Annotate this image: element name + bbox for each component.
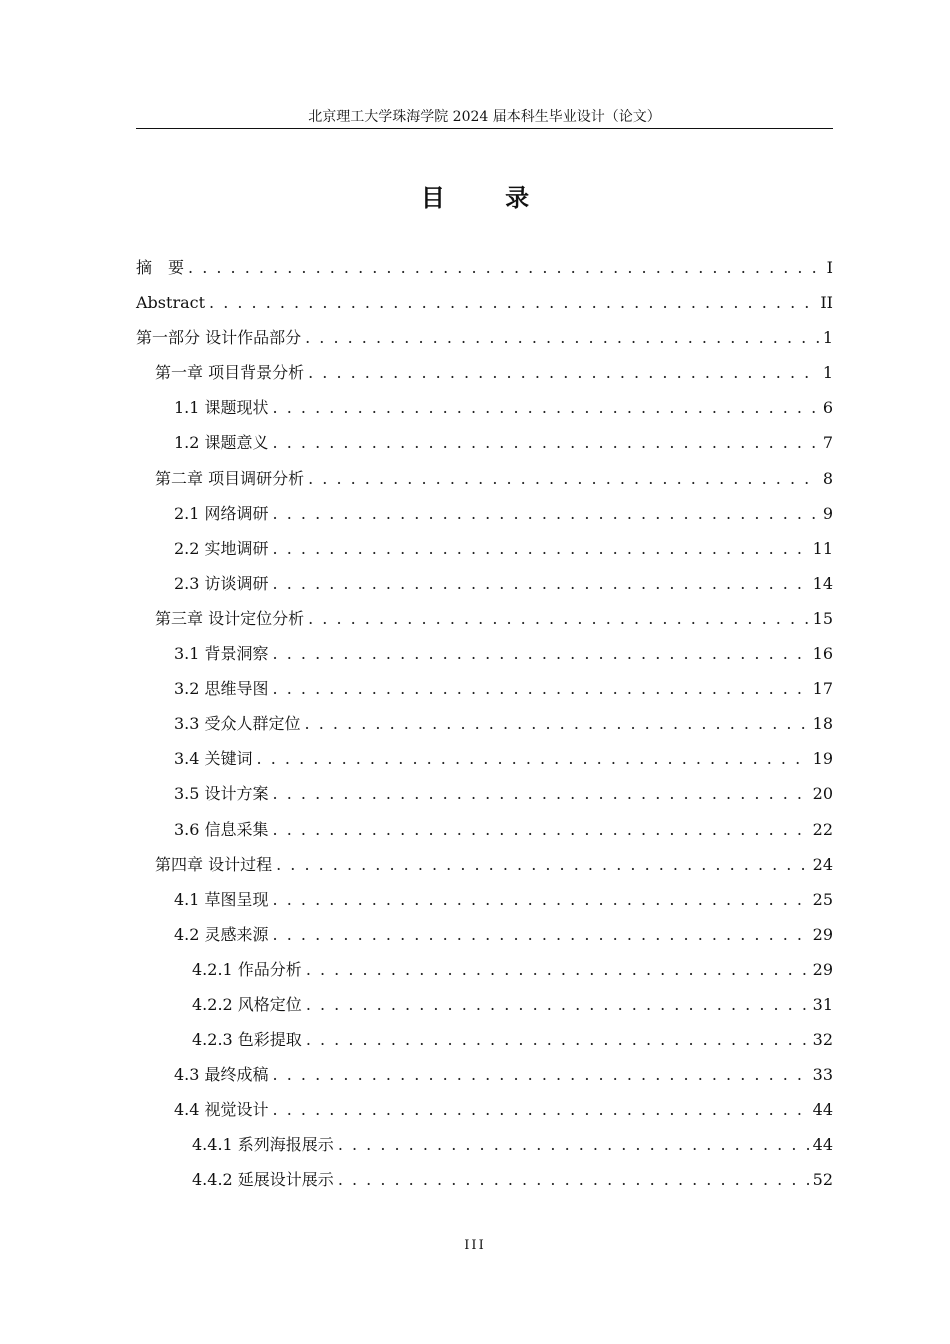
toc-entry-label: 3.4 关键词 — [174, 749, 253, 769]
toc-entry-label: 4.2.1 作品分析 — [192, 959, 302, 979]
toc-entry[interactable] — [136, 496, 833, 531]
toc-entry-page: 15 — [812, 608, 833, 628]
toc-entry[interactable] — [136, 917, 833, 952]
dot-leader — [305, 706, 809, 741]
toc-entry[interactable] — [136, 1092, 833, 1127]
dot-leader — [273, 636, 809, 671]
toc-entry-label: 1.2 课题意义 — [174, 433, 269, 453]
toc-entry-label: 2.1 网络调研 — [174, 503, 269, 523]
toc-entry-label: 1.1 课题现状 — [174, 398, 269, 418]
toc-entry-label: 4.2.2 风格定位 — [192, 994, 302, 1014]
toc-entry-page: 11 — [812, 538, 833, 558]
dot-leader — [273, 390, 819, 425]
toc-entry[interactable] — [136, 601, 833, 636]
dot-leader — [273, 566, 809, 601]
toc-entry-label: 4.4 视觉设计 — [174, 1100, 269, 1120]
toc-entry[interactable] — [136, 1162, 833, 1197]
toc-entry[interactable] — [136, 741, 833, 776]
toc-entry-page: 7 — [822, 433, 833, 453]
toc-entry[interactable] — [136, 987, 833, 1022]
toc-entry[interactable] — [136, 355, 833, 390]
toc-entry-label: 3.1 背景洞察 — [174, 644, 269, 664]
toc-entry-label: 4.2.3 色彩提取 — [192, 1030, 302, 1050]
toc-entry-label: 3.6 信息采集 — [174, 819, 269, 839]
toc-entry[interactable] — [136, 706, 833, 741]
dot-leader — [188, 250, 823, 285]
toc-entry-label: 2.3 访谈调研 — [174, 573, 269, 593]
toc-entry-page: 25 — [812, 889, 833, 909]
toc-entry-label: Abstract — [136, 293, 206, 313]
toc-entry[interactable] — [136, 250, 833, 285]
toc-entry[interactable] — [136, 671, 833, 706]
toc-entry[interactable] — [136, 812, 833, 847]
dot-leader — [338, 1162, 809, 1197]
dot-leader — [273, 671, 809, 706]
toc-entry-page: 18 — [812, 714, 833, 734]
toc-entry-label: 4.4.1 系列海报展示 — [192, 1135, 334, 1155]
toc-entry-label: 2.2 实地调研 — [174, 538, 269, 558]
toc-entry[interactable] — [136, 847, 833, 882]
toc-entry[interactable] — [136, 390, 833, 425]
toc-entry[interactable] — [136, 320, 833, 355]
toc-entry-label: 3.3 受众人群定位 — [174, 714, 301, 734]
page-number: III — [464, 1238, 486, 1253]
dot-leader — [306, 1022, 809, 1057]
toc-entry[interactable] — [136, 285, 833, 320]
toc-entry-label: 4.1 草图呈现 — [174, 889, 269, 909]
toc-entry[interactable] — [136, 1022, 833, 1057]
toc-entry-page: 1 — [822, 363, 833, 383]
toc-entry-page: 29 — [812, 924, 833, 944]
toc-entry-page: 14 — [812, 573, 833, 593]
toc-entry-label: 第二章 项目调研分析 — [155, 468, 305, 488]
toc-entry-label: 第四章 设计过程 — [155, 854, 273, 874]
toc-entry-page: 8 — [822, 468, 833, 488]
toc-entry-label: 4.2 灵感来源 — [174, 924, 269, 944]
dot-leader — [273, 1057, 809, 1092]
toc-entry-label: 第一章 项目背景分析 — [155, 363, 305, 383]
toc-entry-page: 20 — [812, 784, 833, 804]
toc-entry-page: 6 — [822, 398, 833, 418]
toc-entry-label: 第一部分 设计作品部分 — [136, 328, 302, 348]
toc-title: 目 录 — [420, 183, 556, 212]
dot-leader — [305, 320, 819, 355]
toc-entry[interactable] — [136, 1127, 833, 1162]
toc-entry-page: I — [826, 258, 833, 277]
header-rule — [136, 128, 833, 129]
dot-leader — [273, 425, 819, 460]
page-header: 北京理工大学珠海学院 2024 届本科生毕业设计（论文） — [308, 109, 661, 125]
toc-entry[interactable] — [136, 776, 833, 811]
toc-entry-page: 9 — [822, 503, 833, 523]
toc-entry-page: II — [820, 293, 833, 313]
toc-entry[interactable] — [136, 636, 833, 671]
table-of-contents — [136, 250, 833, 1198]
dot-leader — [273, 531, 809, 566]
toc-entry-label: 4.4.2 延展设计展示 — [192, 1170, 334, 1190]
toc-entry-page: 44 — [812, 1100, 833, 1120]
dot-leader — [308, 461, 819, 496]
dot-leader — [273, 917, 809, 952]
toc-entry-page: 52 — [812, 1170, 833, 1190]
toc-entry-page: 16 — [812, 644, 833, 664]
dot-leader — [273, 882, 809, 917]
toc-entry[interactable] — [136, 461, 833, 496]
dot-leader — [306, 952, 809, 987]
toc-entry-label: 摘 要 — [136, 258, 185, 277]
dot-leader — [273, 812, 809, 847]
dot-leader — [257, 741, 809, 776]
toc-entry-page: 32 — [812, 1030, 833, 1050]
dot-leader — [276, 847, 809, 882]
dot-leader — [338, 1127, 809, 1162]
dot-leader — [209, 285, 816, 320]
toc-entry[interactable] — [136, 566, 833, 601]
toc-entry[interactable] — [136, 1057, 833, 1092]
dot-leader — [308, 355, 819, 390]
toc-entry[interactable] — [136, 882, 833, 917]
toc-entry-page: 1 — [822, 328, 833, 348]
dot-leader — [306, 987, 809, 1022]
toc-entry-page: 22 — [812, 819, 833, 839]
toc-entry-label: 第三章 设计定位分析 — [155, 608, 305, 628]
toc-entry[interactable] — [136, 425, 833, 460]
toc-entry[interactable] — [136, 952, 833, 987]
toc-entry-page: 29 — [812, 959, 833, 979]
toc-entry-page: 33 — [812, 1065, 833, 1085]
dot-leader — [273, 496, 819, 531]
dot-leader — [308, 601, 809, 636]
toc-entry[interactable] — [136, 531, 833, 566]
toc-entry-label: 3.2 思维导图 — [174, 679, 269, 699]
toc-entry-label: 3.5 设计方案 — [174, 784, 269, 804]
dot-leader — [273, 776, 809, 811]
toc-entry-page: 31 — [812, 994, 833, 1014]
dot-leader — [273, 1092, 809, 1127]
toc-entry-page: 19 — [812, 749, 833, 769]
toc-entry-page: 44 — [812, 1135, 833, 1155]
toc-entry-page: 24 — [812, 854, 833, 874]
toc-entry-page: 17 — [812, 679, 833, 699]
toc-entry-label: 4.3 最终成稿 — [174, 1065, 269, 1085]
